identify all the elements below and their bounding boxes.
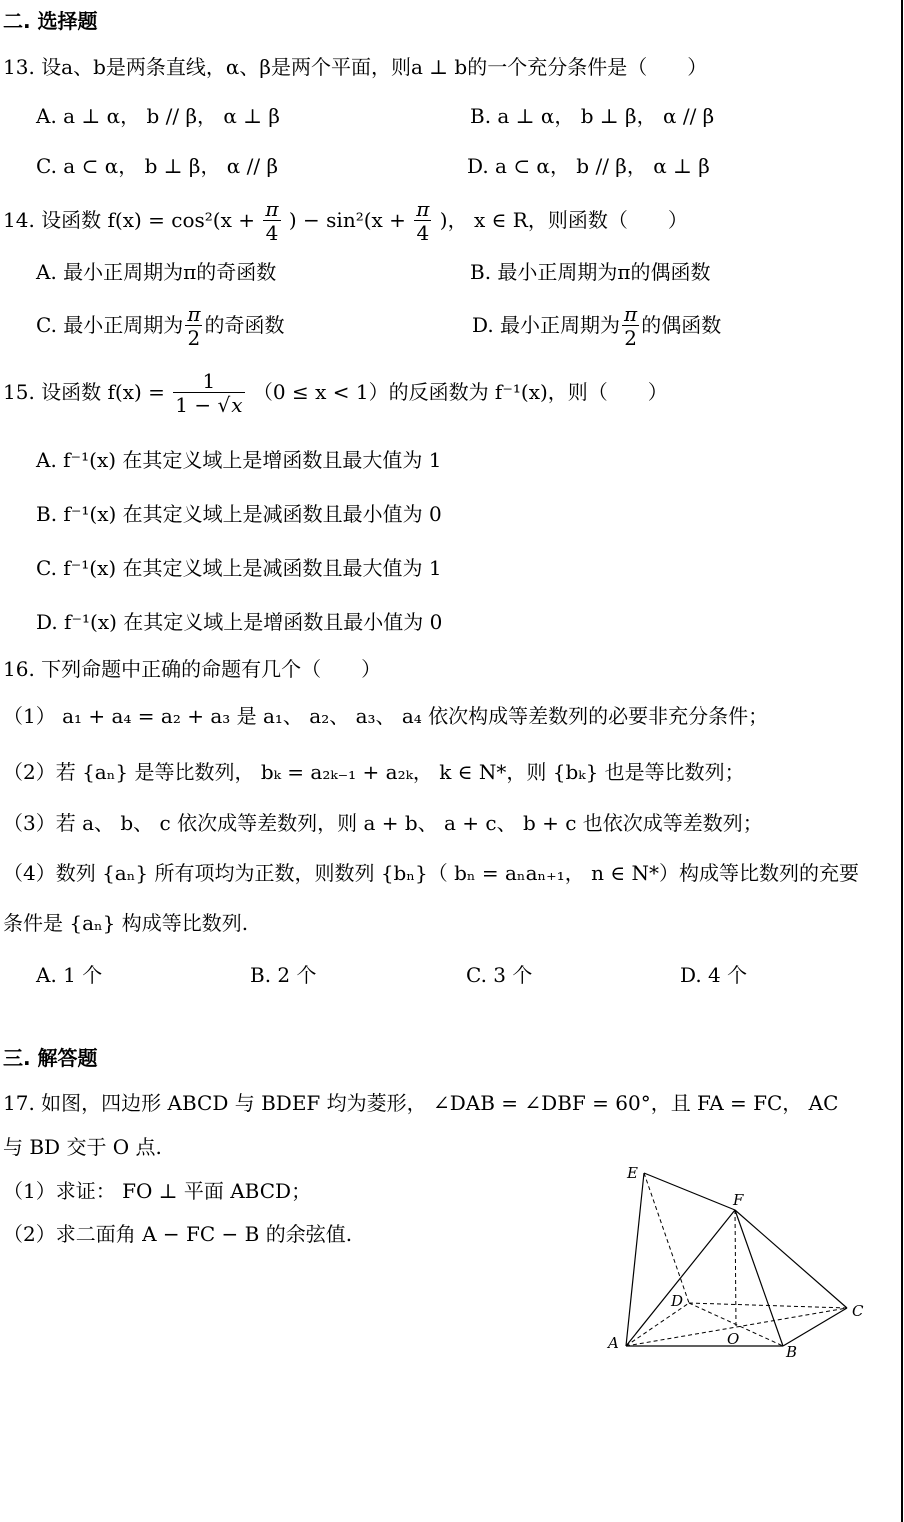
edge-AF bbox=[626, 1210, 735, 1346]
label-F: F bbox=[733, 1191, 744, 1209]
label-B: B bbox=[786, 1343, 798, 1360]
q15-option-a: A. f⁻¹(x) 在其定义域上是增函数且最大值为 1 bbox=[36, 448, 442, 472]
q13-option-c: C. a ⊂ α， b ⊥ β， α // β bbox=[36, 154, 279, 178]
q14-stem-prefix: 14. 设函数 f(x) = cos²(x + bbox=[3, 208, 256, 232]
fraction-1-over-1-minus-sqrt-x: $\frac{1}{1 - √x}$ bbox=[175, 369, 243, 417]
q16-stem: 16. 下列命题中正确的命题有几个（ ） bbox=[3, 657, 382, 681]
q14-option-b: B. 最小正周期为π的偶函数 bbox=[470, 260, 711, 284]
q16-option-c: C. 3 个 bbox=[466, 963, 533, 987]
label-C: C bbox=[852, 1302, 864, 1320]
q14-stem-mid: ) − sin²(x + bbox=[288, 208, 406, 232]
q17-stem-line1: 17. 如图，四边形 ABCD 与 BDEF 均为菱形， ∠DAB = ∠DBF = 60°，且 FA = FC， AC bbox=[3, 1091, 839, 1115]
fraction-pi-over-4: $\frac{\pi}{4}$ bbox=[265, 197, 279, 245]
q14-stem-suffix: )， x ∈ R，则函数（ ） bbox=[439, 208, 688, 232]
q15-option-c: C. f⁻¹(x) 在其定义域上是减函数且最大值为 1 bbox=[36, 556, 442, 580]
q16-option-b: B. 2 个 bbox=[250, 963, 317, 987]
q13-option-b: B. a ⊥ α， b ⊥ β， α // β bbox=[470, 104, 715, 128]
q14-option-c: C. 最小正周期为 $\frac{\pi}{2}$ 的奇函数 bbox=[36, 302, 285, 350]
section-title-choice: 二. 选择题 bbox=[3, 9, 98, 33]
q16-statement-1: （1） a₁ + a₄ = a₂ + a₃ 是 a₁、 a₂、 a₃、 a₄ 依次构成等差数列的必要非充分条件； bbox=[3, 704, 769, 728]
q13-option-d: D. a ⊂ α， b // β， α ⊥ β bbox=[467, 154, 710, 178]
edge-EF bbox=[644, 1173, 735, 1210]
fraction-pi-over-2: $\frac{\pi}{2}$ bbox=[624, 302, 638, 350]
q14-option-a: A. 最小正周期为π的奇函数 bbox=[36, 260, 277, 284]
q15-option-b: B. f⁻¹(x) 在其定义域上是减函数且最小值为 0 bbox=[36, 502, 442, 526]
q17-stem-line2: 与 BD 交于 O 点. bbox=[3, 1135, 162, 1159]
q16-statement-4b: 条件是 {aₙ} 构成等比数列. bbox=[3, 911, 249, 935]
q13-stem: 13. 设a、b是两条直线，α、β是两个平面，则a ⊥ b的一个充分条件是（ ） bbox=[3, 55, 708, 79]
q16-statement-3: （3）若 a、 b、 c 依次成等差数列，则 a + b、 a + c、 b + c 也依次成等差数列； bbox=[3, 811, 763, 835]
section-title-answer: 三. 解答题 bbox=[3, 1046, 98, 1070]
label-O: O bbox=[727, 1330, 740, 1348]
label-E: E bbox=[627, 1164, 638, 1182]
q17-part-1: （1）求证： FO ⊥ 平面 ABCD； bbox=[3, 1179, 312, 1203]
edge-AE bbox=[626, 1173, 644, 1346]
edge-FO bbox=[735, 1210, 736, 1326]
q13-option-a: A. a ⊥ α， b // β， α ⊥ β bbox=[36, 104, 280, 128]
label-A: A bbox=[608, 1334, 619, 1352]
q15-option-d: D. f⁻¹(x) 在其定义域上是增函数且最小值为 0 bbox=[36, 610, 443, 634]
geometry-figure bbox=[600, 1160, 875, 1360]
q14-option-d: D. 最小正周期为 $\frac{\pi}{2}$ 的偶函数 bbox=[472, 302, 722, 350]
edge-ED bbox=[644, 1173, 689, 1303]
q16-statement-2: （2）若 {aₙ} 是等比数列， bₖ = a₂ₖ₋₁ + a₂ₖ， k ∈ N*，则 {bₖ} 也是等比数列； bbox=[3, 760, 745, 784]
fraction-pi-over-2: $\frac{\pi}{2}$ bbox=[187, 302, 201, 350]
q17-part-2: （2）求二面角 A − FC − B 的余弦值. bbox=[3, 1222, 353, 1246]
q16-option-d: D. 4 个 bbox=[680, 963, 748, 987]
q15-stem: 15. 设函数 f(x) = $\frac{1}{1 - √x}$ （0 ≤ x < 1）的反函数为 f⁻¹(x)，则（ ） bbox=[3, 369, 668, 417]
fraction-pi-over-4: $\frac{\pi}{4}$ bbox=[416, 197, 430, 245]
q14-stem bbox=[3, 198, 688, 245]
page-border-right bbox=[901, 0, 903, 1522]
q16-statement-4a: （4）数列 {aₙ} 所有项均为正数，则数列 {bₙ}（ bₙ = aₙaₙ₊₁， n ∈ N*）构成等比数列的充要 bbox=[3, 861, 859, 885]
q16-option-a: A. 1 个 bbox=[36, 963, 103, 987]
label-D: D bbox=[671, 1292, 684, 1310]
